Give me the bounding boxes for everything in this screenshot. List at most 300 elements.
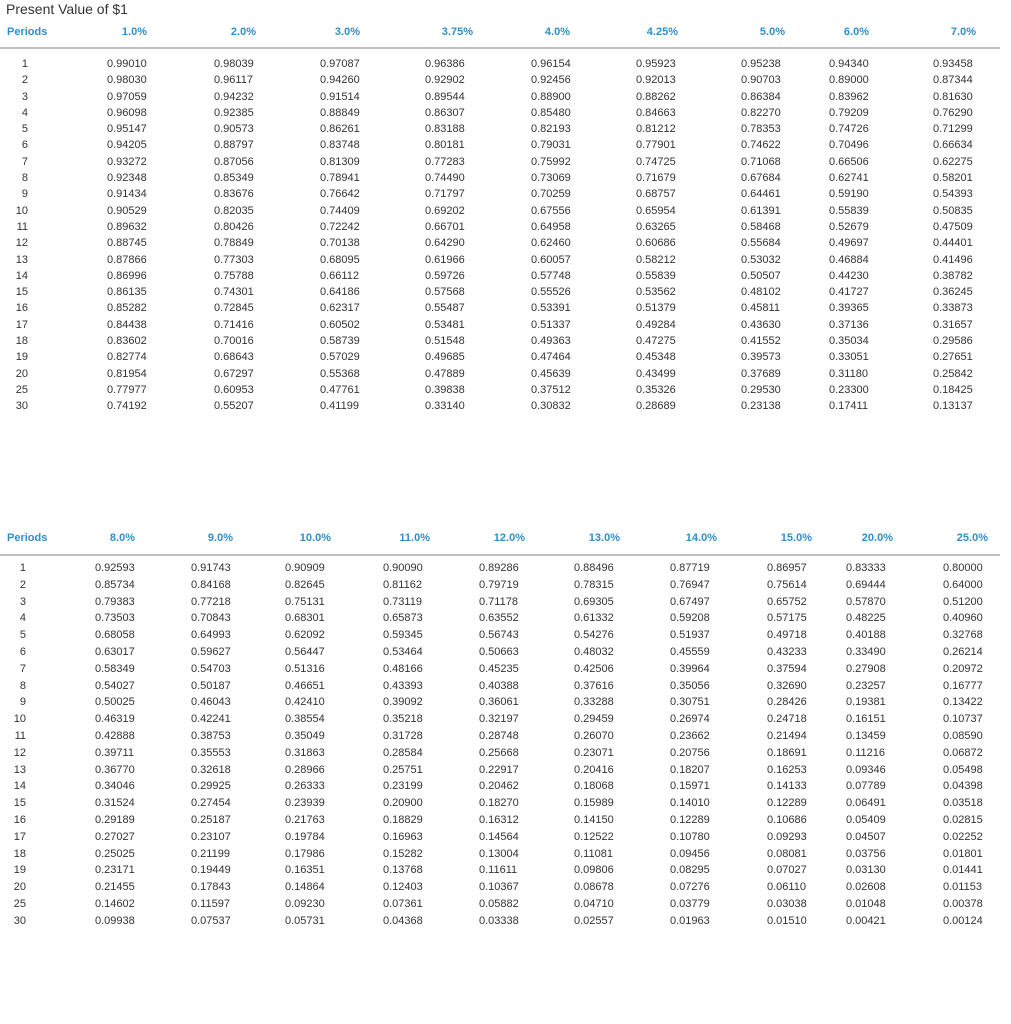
value-cell: 0.05498 <box>943 763 983 776</box>
value-cell: 0.55839 <box>636 269 676 282</box>
table-row <box>0 680 1011 697</box>
table-header <box>0 528 1011 548</box>
rate-header: 20.0% <box>861 532 893 544</box>
value-cell: 0.30751 <box>670 696 710 709</box>
value-cell: 0.87344 <box>933 74 973 87</box>
value-cell: 0.60953 <box>214 383 254 396</box>
value-cell: 0.39365 <box>829 302 869 315</box>
value-cell: 0.68301 <box>285 612 325 625</box>
period-cell: 5 <box>21 123 28 136</box>
table-body <box>0 548 1011 932</box>
value-cell: 0.51379 <box>636 302 676 315</box>
period-cell: 17 <box>13 830 26 843</box>
value-cell: 0.29530 <box>741 383 781 396</box>
value-cell: 0.82774 <box>107 351 147 364</box>
value-cell: 0.63265 <box>636 220 676 233</box>
value-cell: 0.02608 <box>846 881 886 894</box>
value-cell: 0.73069 <box>531 172 571 185</box>
table-row <box>0 730 1011 747</box>
value-cell: 0.98030 <box>107 74 147 87</box>
table-row <box>0 629 1011 646</box>
value-cell: 0.45559 <box>670 645 710 658</box>
table-row <box>0 713 1011 730</box>
table-row <box>0 646 1011 663</box>
value-cell: 0.67684 <box>741 172 781 185</box>
value-cell: 0.70259 <box>531 188 571 201</box>
value-cell: 0.94260 <box>320 74 360 87</box>
value-cell: 0.20416 <box>574 763 614 776</box>
value-cell: 0.36061 <box>479 696 519 709</box>
pv-table-1 <box>0 22 1011 417</box>
period-cell: 19 <box>13 864 26 877</box>
value-cell: 0.62092 <box>285 629 325 642</box>
value-cell: 0.59208 <box>670 612 710 625</box>
period-cell: 6 <box>21 139 28 152</box>
value-cell: 0.67556 <box>531 204 571 217</box>
value-cell: 0.04710 <box>574 897 614 910</box>
value-cell: 0.57748 <box>531 269 571 282</box>
period-cell: 2 <box>21 74 28 87</box>
value-cell: 0.64290 <box>425 237 465 250</box>
value-cell: 0.43499 <box>636 367 676 380</box>
value-cell: 0.79209 <box>829 106 869 119</box>
table-row <box>0 74 1011 90</box>
value-cell: 0.05882 <box>479 897 519 910</box>
rate-header: 6.0% <box>843 26 869 38</box>
value-cell: 0.89632 <box>107 220 147 233</box>
value-cell: 0.55684 <box>741 237 781 250</box>
table-row <box>0 797 1011 814</box>
table-row <box>0 302 1011 318</box>
period-cell: 13 <box>15 253 28 266</box>
value-cell: 0.92456 <box>531 74 571 87</box>
value-cell: 0.54393 <box>933 188 973 201</box>
value-cell: 0.03038 <box>767 897 807 910</box>
period-cell: 8 <box>21 172 28 185</box>
table-row <box>0 612 1011 629</box>
value-cell: 0.83333 <box>846 562 886 574</box>
value-cell: 0.45639 <box>531 367 571 380</box>
value-cell: 0.34046 <box>95 780 135 793</box>
rate-header: 14.0% <box>685 532 717 544</box>
value-cell: 0.33140 <box>425 400 465 413</box>
value-cell: 0.61332 <box>574 612 614 625</box>
value-cell: 0.75992 <box>531 155 571 168</box>
period-cell: 10 <box>15 204 28 217</box>
value-cell: 0.16312 <box>479 813 519 826</box>
value-cell: 0.04368 <box>383 914 423 927</box>
value-cell: 0.14010 <box>670 797 710 810</box>
period-cell: 30 <box>15 400 28 413</box>
value-cell: 0.31728 <box>383 729 423 742</box>
pv-table-2 <box>0 528 1011 932</box>
rate-header: 5.0% <box>759 26 785 38</box>
value-cell: 0.52679 <box>829 220 869 233</box>
value-cell: 0.95923 <box>636 58 676 70</box>
value-cell: 0.85282 <box>107 302 147 315</box>
period-cell: 3 <box>19 595 26 608</box>
value-cell: 0.08081 <box>767 847 807 860</box>
value-cell: 0.99010 <box>107 58 147 70</box>
table-row <box>0 270 1011 286</box>
value-cell: 0.41496 <box>933 253 973 266</box>
value-cell: 0.01963 <box>670 914 710 927</box>
value-cell: 0.86384 <box>741 90 781 103</box>
value-cell: 0.15971 <box>670 780 710 793</box>
value-cell: 0.10737 <box>943 713 983 726</box>
value-cell: 0.33490 <box>846 645 886 658</box>
period-cell: 4 <box>21 106 28 119</box>
value-cell: 0.87866 <box>107 253 147 266</box>
value-cell: 0.79031 <box>531 139 571 152</box>
value-cell: 0.01153 <box>943 881 982 894</box>
value-cell: 0.73119 <box>383 595 422 608</box>
table-row <box>0 351 1011 367</box>
value-cell: 0.32768 <box>943 629 983 642</box>
period-cell: 11 <box>16 220 28 233</box>
table-header <box>0 22 1011 42</box>
value-cell: 0.74622 <box>741 139 781 152</box>
value-cell: 0.88496 <box>574 562 614 574</box>
value-cell: 0.53481 <box>425 318 465 331</box>
value-cell: 0.18270 <box>479 797 519 810</box>
value-cell: 0.23199 <box>383 780 423 793</box>
value-cell: 0.70016 <box>214 335 254 348</box>
value-cell: 0.49363 <box>531 335 571 348</box>
value-cell: 0.14602 <box>95 897 135 910</box>
value-cell: 0.97059 <box>107 90 147 103</box>
value-cell: 0.35034 <box>829 335 869 348</box>
value-cell: 0.61966 <box>425 253 465 266</box>
value-cell: 0.18425 <box>933 383 973 396</box>
value-cell: 0.53464 <box>383 645 423 658</box>
table-row <box>0 663 1011 680</box>
value-cell: 0.12522 <box>574 830 614 843</box>
table-row <box>0 221 1011 237</box>
value-cell: 0.85734 <box>95 578 135 591</box>
value-cell: 0.02815 <box>943 813 983 826</box>
value-cell: 0.24718 <box>767 713 807 726</box>
value-cell: 0.17411 <box>829 400 868 413</box>
value-cell: 0.58468 <box>741 220 781 233</box>
value-cell: 0.09293 <box>767 830 807 843</box>
value-cell: 0.20462 <box>479 780 519 793</box>
value-cell: 0.93458 <box>933 58 973 70</box>
value-cell: 0.66506 <box>829 155 869 168</box>
value-cell: 0.47464 <box>531 351 571 364</box>
value-cell: 0.33873 <box>933 302 973 315</box>
value-cell: 0.97087 <box>320 58 360 70</box>
value-cell: 0.03779 <box>670 897 710 910</box>
value-cell: 0.58201 <box>933 172 973 185</box>
value-cell: 0.51200 <box>943 595 983 608</box>
value-cell: 0.94232 <box>214 90 254 103</box>
value-cell: 0.50025 <box>95 696 135 709</box>
value-cell: 0.08295 <box>670 864 710 877</box>
value-cell: 0.64000 <box>943 578 983 591</box>
value-cell: 0.51937 <box>670 629 710 642</box>
value-cell: 0.74725 <box>636 155 676 168</box>
value-cell: 0.53032 <box>741 253 781 266</box>
value-cell: 0.27651 <box>933 351 973 364</box>
value-cell: 0.39573 <box>741 351 781 364</box>
value-cell: 0.94205 <box>107 139 147 152</box>
value-cell: 0.29189 <box>95 813 135 826</box>
value-cell: 0.92013 <box>636 74 676 87</box>
value-cell: 0.36245 <box>933 286 973 299</box>
rate-header: 1.0% <box>121 26 147 38</box>
periods-header: Periods <box>7 532 48 544</box>
value-cell: 0.90090 <box>383 562 423 574</box>
value-cell: 0.76947 <box>670 578 710 591</box>
value-cell: 0.50835 <box>933 204 973 217</box>
value-cell: 0.76642 <box>320 188 360 201</box>
rate-header: 2.0% <box>230 26 256 38</box>
value-cell: 0.01801 <box>943 847 983 860</box>
value-cell: 0.84663 <box>636 106 676 119</box>
value-cell: 0.03756 <box>846 847 886 860</box>
value-cell: 0.74409 <box>320 204 360 217</box>
value-cell: 0.39711 <box>95 746 134 759</box>
value-cell: 0.45235 <box>479 662 519 675</box>
table-row <box>0 696 1011 713</box>
value-cell: 0.48225 <box>846 612 886 625</box>
value-cell: 0.26214 <box>943 645 983 658</box>
table-row <box>0 123 1011 139</box>
value-cell: 0.38753 <box>191 729 231 742</box>
value-cell: 0.43233 <box>767 645 807 658</box>
value-cell: 0.25751 <box>383 763 423 776</box>
value-cell: 0.57175 <box>767 612 807 625</box>
value-cell: 0.27027 <box>95 830 135 843</box>
value-cell: 0.16253 <box>767 763 807 776</box>
value-cell: 0.31524 <box>95 797 135 810</box>
value-cell: 0.49685 <box>425 351 465 364</box>
value-cell: 0.78941 <box>320 172 360 185</box>
value-cell: 0.23107 <box>191 830 231 843</box>
value-cell: 0.68058 <box>95 629 135 642</box>
value-cell: 0.19449 <box>191 864 231 877</box>
value-cell: 0.82035 <box>214 204 254 217</box>
value-cell: 0.18068 <box>574 780 614 793</box>
value-cell: 0.39838 <box>425 383 465 396</box>
value-cell: 0.78353 <box>741 123 781 136</box>
table-row <box>0 205 1011 221</box>
value-cell: 0.87719 <box>670 562 710 574</box>
value-cell: 0.57568 <box>425 286 465 299</box>
value-cell: 0.87056 <box>214 155 254 168</box>
value-cell: 0.55487 <box>425 302 465 315</box>
value-cell: 0.89000 <box>829 74 869 87</box>
value-cell: 0.03338 <box>479 914 519 927</box>
value-cell: 0.07361 <box>383 897 423 910</box>
value-cell: 0.01441 <box>943 864 983 877</box>
value-cell: 0.16351 <box>285 864 325 877</box>
value-cell: 0.75131 <box>285 595 325 608</box>
value-cell: 0.13137 <box>933 400 973 413</box>
value-cell: 0.09938 <box>95 914 135 927</box>
table-row <box>0 172 1011 188</box>
value-cell: 0.78849 <box>214 237 254 250</box>
table-row <box>0 139 1011 155</box>
value-cell: 0.35056 <box>670 679 710 692</box>
value-cell: 0.46884 <box>829 253 869 266</box>
value-cell: 0.05731 <box>285 914 325 927</box>
value-cell: 0.00421 <box>846 914 886 927</box>
value-cell: 0.85480 <box>531 106 571 119</box>
period-cell: 9 <box>21 188 28 201</box>
value-cell: 0.48032 <box>574 645 614 658</box>
value-cell: 0.66701 <box>425 220 465 233</box>
value-cell: 0.26070 <box>574 729 614 742</box>
value-cell: 0.41552 <box>741 335 781 348</box>
value-cell: 0.07537 <box>191 914 231 927</box>
table-row <box>0 898 1011 915</box>
value-cell: 0.16777 <box>943 679 983 692</box>
value-cell: 0.68643 <box>214 351 254 364</box>
value-cell: 0.95147 <box>107 123 147 136</box>
value-cell: 0.35218 <box>383 713 423 726</box>
value-cell: 0.41727 <box>829 286 869 299</box>
value-cell: 0.32690 <box>767 679 807 692</box>
value-cell: 0.56743 <box>479 629 519 642</box>
table-row <box>0 780 1011 797</box>
rate-header: 11.0% <box>399 532 430 544</box>
period-cell: 1 <box>21 58 28 70</box>
value-cell: 0.79719 <box>479 578 519 591</box>
value-cell: 0.91743 <box>191 562 231 574</box>
value-cell: 0.45811 <box>741 302 780 315</box>
value-cell: 0.90703 <box>741 74 781 87</box>
value-cell: 0.29459 <box>574 713 614 726</box>
value-cell: 0.37616 <box>574 679 614 692</box>
table-row <box>0 384 1011 400</box>
value-cell: 0.93272 <box>107 155 147 168</box>
value-cell: 0.09806 <box>574 864 614 877</box>
value-cell: 0.55526 <box>531 286 571 299</box>
value-cell: 0.70843 <box>191 612 231 625</box>
value-cell: 0.16151 <box>846 713 886 726</box>
table-row <box>0 286 1011 302</box>
value-cell: 0.14864 <box>285 881 325 894</box>
value-cell: 0.19381 <box>846 696 886 709</box>
value-cell: 0.61391 <box>741 204 781 217</box>
period-cell: 3 <box>21 90 28 103</box>
period-cell: 5 <box>19 629 26 642</box>
table-row <box>0 831 1011 848</box>
value-cell: 0.37594 <box>767 662 807 675</box>
period-cell: 14 <box>15 269 28 282</box>
value-cell: 0.83748 <box>320 139 360 152</box>
value-cell: 0.84438 <box>107 318 147 331</box>
value-cell: 0.53562 <box>636 286 676 299</box>
period-cell: 11 <box>14 729 26 742</box>
value-cell: 0.51316 <box>285 662 325 675</box>
value-cell: 0.49284 <box>636 318 676 331</box>
table-row <box>0 579 1011 596</box>
value-cell: 0.92348 <box>107 172 147 185</box>
value-cell: 0.07276 <box>670 881 710 894</box>
value-cell: 0.96098 <box>107 106 147 119</box>
rate-header: 7.0% <box>950 26 976 38</box>
table-row <box>0 368 1011 384</box>
value-cell: 0.83676 <box>214 188 254 201</box>
periods-header: Periods <box>7 26 48 38</box>
table-row <box>0 156 1011 172</box>
value-cell: 0.50507 <box>741 269 781 282</box>
value-cell: 0.12403 <box>383 881 423 894</box>
value-cell: 0.12289 <box>767 797 807 810</box>
value-cell: 0.71178 <box>479 595 518 608</box>
value-cell: 0.71679 <box>636 172 676 185</box>
period-cell: 15 <box>13 797 26 810</box>
rate-header: 10.0% <box>299 532 331 544</box>
value-cell: 0.26974 <box>670 713 710 726</box>
value-cell: 0.63017 <box>95 645 135 658</box>
period-cell: 14 <box>13 780 26 793</box>
value-cell: 0.14150 <box>574 813 614 826</box>
value-cell: 0.23171 <box>95 864 135 877</box>
table-row <box>0 335 1011 351</box>
value-cell: 0.92902 <box>425 74 465 87</box>
value-cell: 0.77218 <box>191 595 231 608</box>
value-cell: 0.15282 <box>383 847 423 860</box>
value-cell: 0.54276 <box>574 629 614 642</box>
value-cell: 0.09230 <box>285 897 325 910</box>
value-cell: 0.59627 <box>191 645 231 658</box>
value-cell: 0.19784 <box>285 830 325 843</box>
value-cell: 0.86996 <box>107 269 147 282</box>
value-cell: 0.75788 <box>214 269 254 282</box>
value-cell: 0.85349 <box>214 172 254 185</box>
value-cell: 0.28426 <box>767 696 807 709</box>
value-cell: 0.82193 <box>531 123 571 136</box>
value-cell: 0.21199 <box>191 847 230 860</box>
value-cell: 0.11216 <box>846 746 885 759</box>
period-cell: 20 <box>15 367 28 380</box>
value-cell: 0.17843 <box>191 881 231 894</box>
value-cell: 0.62275 <box>933 155 973 168</box>
period-cell: 6 <box>19 645 26 658</box>
value-cell: 0.36770 <box>95 763 135 776</box>
value-cell: 0.21455 <box>95 881 135 894</box>
value-cell: 0.47761 <box>320 383 360 396</box>
value-cell: 0.06110 <box>767 881 806 894</box>
value-cell: 0.53391 <box>531 302 571 315</box>
value-cell: 0.25025 <box>95 847 135 860</box>
header-rule <box>0 47 1000 49</box>
value-cell: 0.25187 <box>191 813 231 826</box>
value-cell: 0.67297 <box>214 367 254 380</box>
value-cell: 0.05409 <box>846 813 886 826</box>
period-cell: 25 <box>13 897 26 910</box>
value-cell: 0.28966 <box>285 763 325 776</box>
value-cell: 0.29586 <box>933 335 973 348</box>
value-cell: 0.72845 <box>214 302 254 315</box>
value-cell: 0.81630 <box>933 90 973 103</box>
value-cell: 0.13422 <box>943 696 983 709</box>
value-cell: 0.49697 <box>829 237 869 250</box>
value-cell: 0.39964 <box>670 662 710 675</box>
value-cell: 0.23939 <box>285 797 325 810</box>
value-cell: 0.13459 <box>846 729 886 742</box>
value-cell: 0.20900 <box>383 797 423 810</box>
value-cell: 0.04398 <box>943 780 983 793</box>
value-cell: 0.51548 <box>425 335 465 348</box>
table-row <box>0 764 1011 781</box>
value-cell: 0.90573 <box>214 123 254 136</box>
table-row <box>0 864 1011 881</box>
